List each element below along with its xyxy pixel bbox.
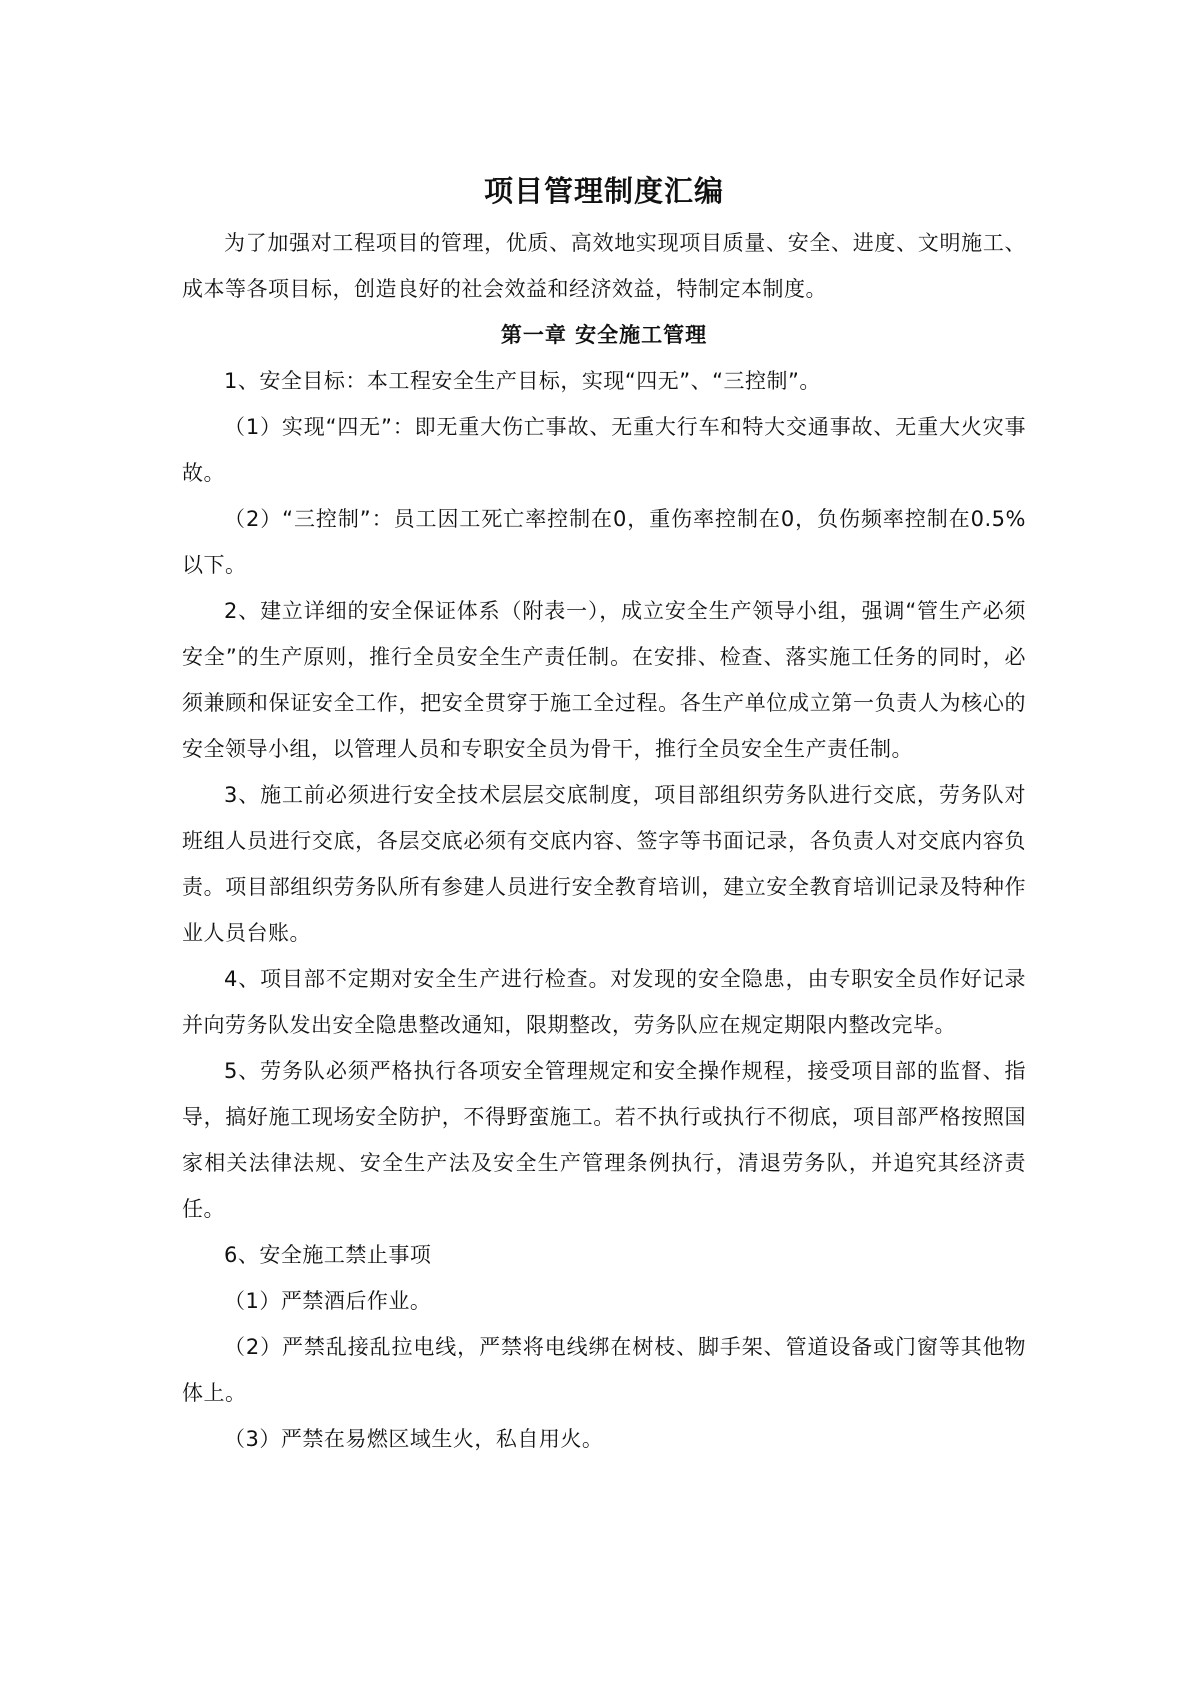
document-body	[182, 168, 1026, 1462]
item-6: 6、安全施工禁止事项	[224, 1243, 432, 1267]
item-6-sub-1: （1）严禁酒后作业。	[224, 1289, 432, 1313]
chapter-heading: 第一章 安全施工管理	[500, 323, 708, 347]
item-3: 3、施工前必须进行安全技术层层交底制度，项目部组织劳务队进行交底，劳务队对班组人员进行交底，各层交底必须有交底内容、签字等书面记录，各负责人对交底内容负责。项目部组织劳务队所有参建人员进行安全教育培训，建立安全教育培训记录及特种作业人员台账。	[182, 783, 1026, 945]
item-1: 1、安全目标：本工程安全生产目标，实现“四无”、“三控制”。	[224, 369, 821, 393]
item-1-sub-2: （2）“三控制”：员工因工死亡率控制在0，重伤率控制在0，负伤频率控制在0.5%以下。	[182, 507, 1026, 577]
item-2: 2、建立详细的安全保证体系（附表一），成立安全生产领导小组，强调“管生产必须安全”的生产原则，推行全员安全生产责任制。在安排、检查、落实施工任务的同时，必须兼顾和保证安全工作，把安全贯穿于施工全过程。各生产单位成立第一负责人为核心的安全领导小组，以管理人员和专职安全员为骨干，推行全员安全生产责任制。	[182, 599, 1026, 761]
item-4: 4、项目部不定期对安全生产进行检查。对发现的安全隐患，由专职安全员作好记录并向劳务队发出安全隐患整改通知，限期整改，劳务队应在规定期限内整改完毕。	[182, 967, 1026, 1037]
item-6-sub-3: （3）严禁在易燃区域生火，私自用火。	[224, 1427, 604, 1451]
document-title: 项目管理制度汇编	[483, 174, 724, 208]
intro-paragraph: 为了加强对工程项目的管理，优质、高效地实现项目质量、安全、进度、文明施工、成本等各项目标，创造良好的社会效益和经济效益，特制定本制度。	[182, 231, 1026, 301]
item-1-sub-1: （1）实现“四无”：即无重大伤亡事故、无重大行车和特大交通事故、无重大火灾事故。	[182, 415, 1026, 485]
item-6-sub-2: （2）严禁乱接乱拉电线，严禁将电线绑在树枝、脚手架、管道设备或门窗等其他物体上。	[182, 1335, 1026, 1405]
item-5: 5、劳务队必须严格执行各项安全管理规定和安全操作规程，接受项目部的监督、指导，搞好施工现场安全防护，不得野蛮施工。若不执行或执行不彻底，项目部严格按照国家相关法律法规、安全生产法及安全生产管理条例执行，清退劳务队，并追究其经济责任。	[182, 1059, 1026, 1221]
